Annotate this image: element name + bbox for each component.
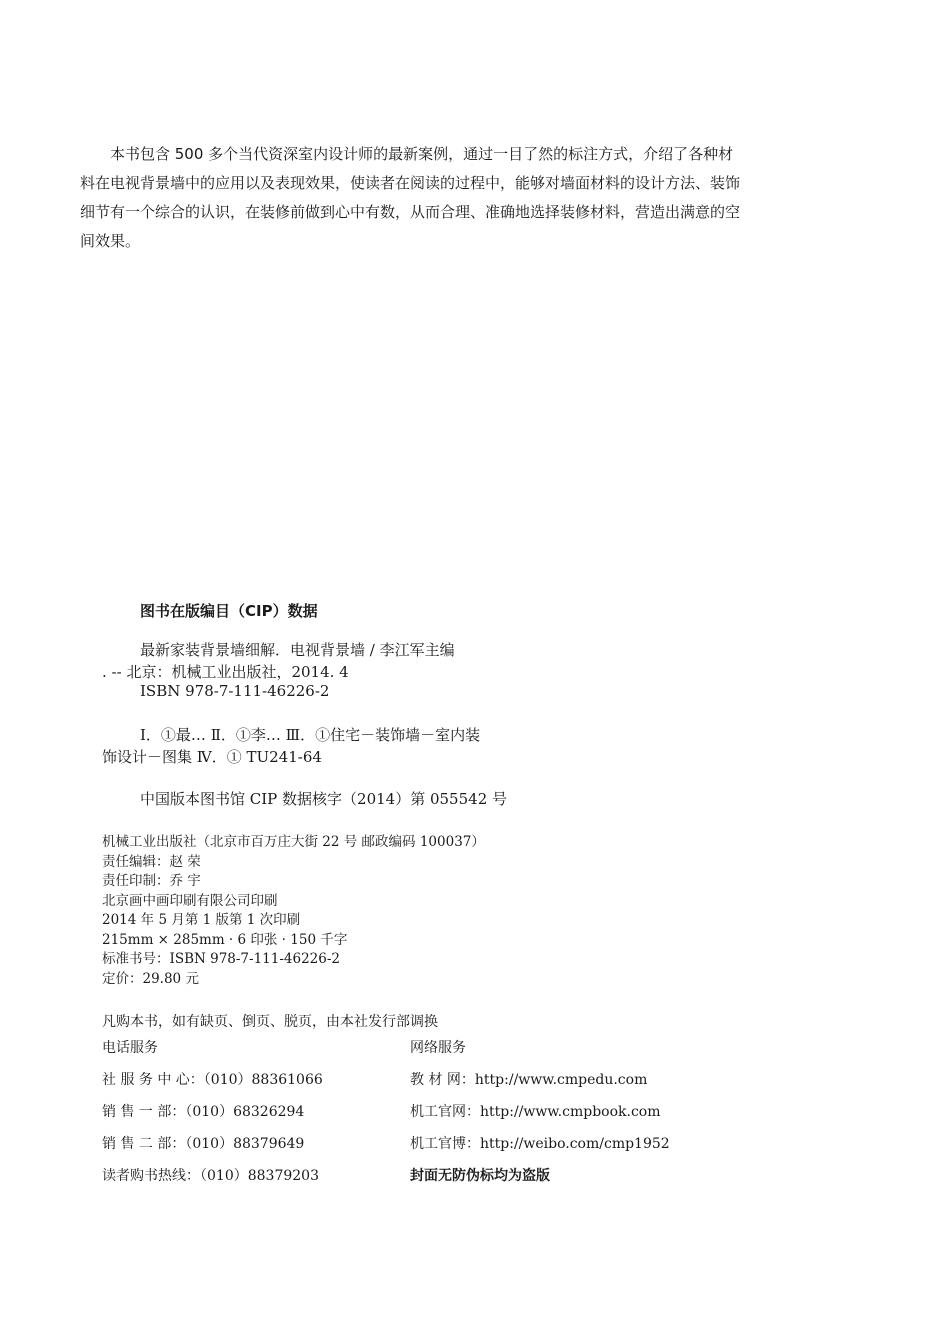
cip-title-line: 最新家装背景墙细解．电视背景墙 / 李江军主编 — [140, 641, 455, 659]
phone-service-heading: 电话服务 — [102, 1040, 158, 1056]
responsible-editor: 责任编辑：赵 荣 — [102, 853, 201, 870]
cip-publisher-line: . -- 北京：机械工业出版社，2014. 4 — [102, 663, 349, 681]
intro-line: 本书包含 500 多个当代资深室内设计师的最新案例，通过一目了然的标注方式，介绍了各种材 — [110, 145, 734, 163]
intro-line: 间效果。 — [80, 232, 141, 250]
web-service-row: 机工官网：http://www.cmpbook.com — [410, 1104, 661, 1120]
web-service-row: 机工官博：http://weibo.com/cmp1952 — [410, 1136, 670, 1152]
printer: 北京画中画印刷有限公司印刷 — [102, 892, 278, 909]
anti-counterfeit-notice: 封面无防伪标均为盗版 — [410, 1168, 550, 1184]
cip-heading: 图书在版编目（CIP）数据 — [140, 602, 318, 620]
intro-line: 细节有一个综合的认识，在装修前做到心中有数，从而合理、准确地选择装修材料，营造出满意的空 — [80, 203, 741, 221]
standard-isbn: 标准书号：ISBN 978-7-111-46226-2 — [102, 951, 341, 967]
phone-service-row: 读者购书热线：（010）88379203 — [102, 1168, 319, 1184]
intro-paragraph — [80, 140, 740, 256]
web-service-row: 教 材 网：http://www.cmpedu.com — [410, 1072, 648, 1088]
cip-isbn-line: ISBN 978-7-111-46226-2 — [140, 682, 330, 700]
publisher-address: 机械工业出版社（北京市百万庄大街 22 号 邮政编码 100037） — [102, 834, 485, 850]
publication-info — [102, 833, 485, 989]
edition-info: 2014 年 5 月第 1 版第 1 次印刷 — [102, 912, 301, 928]
phone-service-row: 销 售 一 部：（010）68326294 — [102, 1104, 305, 1120]
cip-subject-line-cont: 饰设计－图集 Ⅳ．① TU241-64 — [102, 748, 322, 766]
replacement-notice: 凡购本书，如有缺页、倒页、脱页，由本社发行部调换 — [102, 1014, 438, 1030]
web-service-heading: 网络服务 — [410, 1040, 466, 1056]
price: 定价：29.80 元 — [102, 970, 199, 987]
cip-subject-line: Ⅰ．①最… Ⅱ．①李… Ⅲ．①住宅－装饰墙－室内装 — [140, 726, 481, 744]
cip-record-number: 中国版本图书馆 CIP 数据核字（2014）第 055542 号 — [140, 790, 508, 808]
format-info: 215mm × 285mm · 6 印张 · 150 千字 — [102, 931, 348, 948]
phone-service-row: 社 服 务 中 心：（010）88361066 — [102, 1072, 323, 1088]
responsible-printing: 责任印制：乔 宇 — [102, 873, 201, 889]
phone-service-row: 销 售 二 部：（010）88379649 — [102, 1136, 305, 1152]
intro-line: 料在电视背景墙中的应用以及表现效果，使读者在阅读的过程中，能够对墙面材料的设计方法、装饰 — [80, 174, 741, 192]
